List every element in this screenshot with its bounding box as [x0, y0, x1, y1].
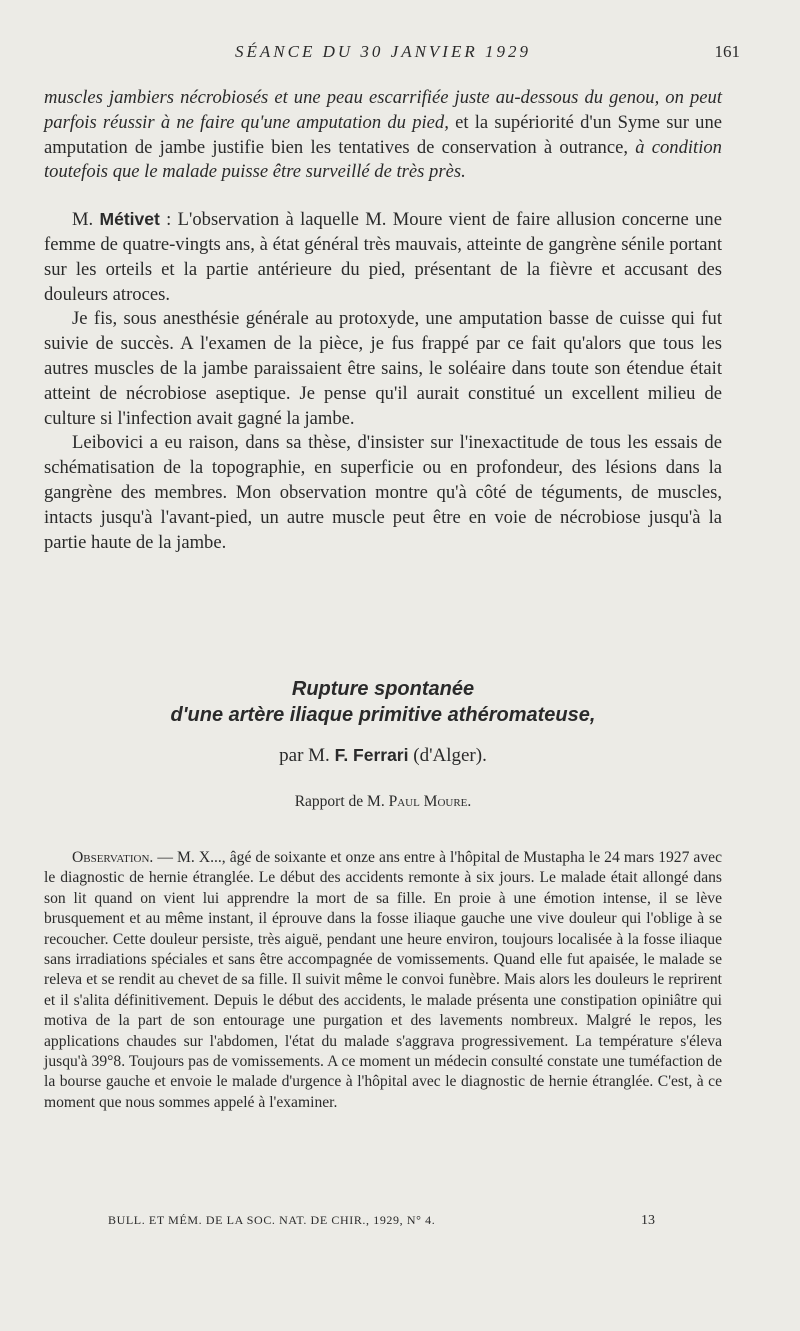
author-origin: (d'Alger).	[408, 745, 487, 766]
discussion-paragraph-2: Je fis, sous anesthésie générale au protoxyde, une amputation basse de cuisse qui fut suivie de succès. A l'examen de la pièce, je fus frappé par ce fait qu'alors que tous les autres muscles de la jambe paraissaient être sains, le soléaire dans toute son étendue était atteint de nécrobiose aseptique. Je pense qu'il aurait constitué un excellent milieu de culture si l'infection avait gagné la jambe.	[44, 308, 722, 429]
report-line	[44, 793, 722, 811]
discussion-paragraph-3: Leibovici a eu raison, dans sa thèse, d'insister sur l'inexactitude de tous les essais de schématisation de la topographie, en superficie ou en profondeur, des lésions dans la gangrène des membres. Mon observation montre qu'à côté de téguments, de muscles, intacts jusqu'à l'avant-pied, un autre muscle peut être en voie de nécrobiose jusqu'à la partie haute de la jambe.	[44, 432, 722, 553]
page-number: 161	[714, 42, 740, 61]
continued-roman-1: et la supériorité d'un Syme sur une amputation de jambe justifie bien les tentatives de conservation à outrance,	[44, 111, 722, 158]
speaker-prefix: M.	[72, 209, 100, 231]
speaker-name: Métivet	[99, 209, 160, 230]
article-title	[44, 676, 722, 728]
byline-prefix: par M.	[279, 745, 335, 766]
observation-text: — M. X..., âgé de soixante et onze ans entre à l'hôpital de Mustapha le 24 mars 1927 avec le diagnostic de hernie étranglée. Le début des accidents remonte à six jours. Le malade était allongé dans son lit quand on vient lui apprendre la mort de sa fille. En proie à une émotion intense, il se lève brusquement et au même instant, il éprouve dans la fosse iliaque gauche une vive douleur qui l'oblige à se recoucher. Cette douleur persiste, très aiguë, pendant une heure environ, toujours localisée à la fosse iliaque sans irradiations spéciales et sans être accompagnée de vomissements. Quand elle fut apaisée, le malade se releva et se rendit au chevet de sa fille. Il suivit même le convoi funèbre. Mais alors les douleurs le reprirent et il s'alita définitivement. Depuis le début des accidents, le malade présenta une constipation opiniâtre qui motiva de la part de son entourage une purgation et des lavements nombreux. Malgré le repos, les applications chaudes sur l'abdomen, l'état du malade s'aggrava progressivement. La température s'éleva jusqu'à 39°8. Toujours pas de vomissements. A ce moment un médecin consulté constate une tuméfaction de la bourse gauche et envoie le malade d'urgence à l'hôpital avec le diagnostic de hernie étranglée. C'est, à ce moment que nous sommes appelé à l'examiner.	[44, 849, 722, 1111]
discussion-paragraph-1	[44, 207, 722, 307]
running-head	[44, 42, 740, 66]
footer-citation: BULL. ET MÉM. DE LA SOC. NAT. DE CHIR., 1929, N° 4.	[108, 1213, 436, 1227]
author-name: F. Ferrari	[334, 745, 409, 765]
observation-label: Observation.	[72, 849, 154, 866]
sheet-number: 13	[641, 1213, 655, 1228]
continued-italic-1: muscles jambiers nécrobiosés et une peau escarrifiée juste au-dessous du genou, on peut parfois réussir à ne faire qu'une amputation du pied,	[44, 87, 722, 133]
observation-paragraph	[44, 848, 722, 1113]
byline	[44, 745, 722, 767]
article-title-line-2: d'une artère iliaque primitive athéromateuse,	[170, 704, 596, 726]
speaker-text: : L'observation à laquelle M. Moure vient de faire allusion concerne une femme de quatre-vingts ans, à état général très mauvais, atteinte de gangrène sénile portant sur les orteils et la partie antérieure du pied, présentant de la fièvre et accusant des douleurs atroces.	[44, 209, 722, 305]
article-title-line-1: Rupture spontanée	[291, 678, 475, 700]
continued-italic-2: à condition toutefois que le malade puisse être surveillé de très près.	[44, 136, 722, 183]
continued-paragraph	[44, 86, 722, 185]
body-text	[44, 86, 722, 555]
running-title: SÉANCE DU 30 JANVIER 1929	[235, 42, 531, 61]
report-prefix: Rapport de M.	[294, 793, 389, 810]
reporter-name: Paul Moure.	[388, 793, 472, 810]
